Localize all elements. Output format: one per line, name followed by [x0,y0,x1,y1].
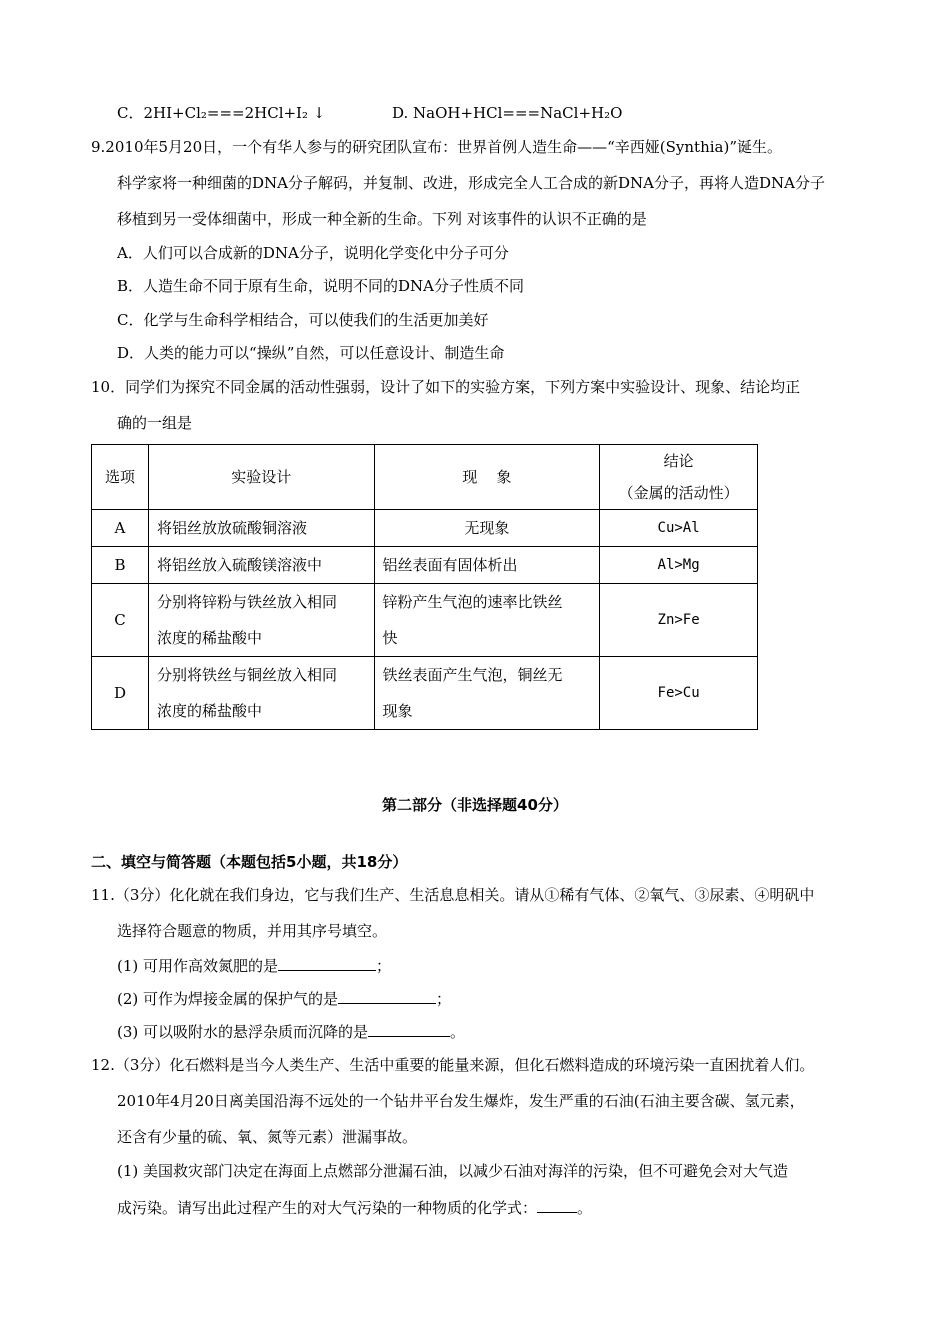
q9-stem-line-1: 9.2010年5月20日，一个有华人参与的研究团队宣布：世界首例人造生命——“辛西娅(Synthia)”诞生。 [91,138,782,156]
row-c-conclusion: Zn>Fe [600,584,758,657]
q11-item-2-text: (2) 可作为焊接金属的保护气的是 [117,990,339,1008]
row-c-option: C [92,584,149,657]
q12-sub1-blank[interactable] [537,1197,577,1213]
q12-sub1-end: 。 [577,1199,593,1217]
header-phenomenon: 现 象 [374,445,600,510]
q12-stem-line-1: 12.（3分）化石燃料是当今人类生产、生活中重要的能量来源，但化石燃料造成的环境污染一直困扰着人们。 [91,1056,815,1074]
q10-stem-line-1: 10．同学们为探究不同金属的活动性强弱，设计了如下的实验方案，下列方案中实验设计、现象、结论均正 [91,378,801,396]
row-b-phenomenon: 铝丝表面有固体析出 [374,547,600,584]
q8-option-c: C．2HI+Cl₂===2HCl+I₂ ↓ [117,104,326,122]
section2-title: 二、填空与简答题（本题包括5小题，共18分） [91,853,408,871]
q9-stem-line-2: 科学家将一种细菌的DNA分子解码，并复制、改进，形成完全人工合成的新DNA分子，再将人造DNA分子 [117,174,825,192]
q11-item-3-end: 。 [450,1023,466,1041]
row-a-conclusion: Cu>Al [600,510,758,547]
row-d-conclusion: Fe>Cu [600,657,758,730]
q9-option-a: A．人们可以合成新的DNA分子，说明化学变化中分子可分 [117,244,509,262]
row-b-design: 将铝丝放入硫酸镁溶液中 [148,547,374,584]
q9-option-b: B．人造生命不同于原有生命，说明不同的DNA分子性质不同 [117,277,525,295]
part2-title: 第二部分（非选择题40分） [382,796,568,814]
row-d-phenomenon-line-1: 铁丝表面产生气泡，铜丝无 [382,666,563,684]
q10-stem-line-2: 确的一组是 [117,414,193,432]
header-option: 选项 [92,445,149,510]
header-conclusion [600,445,758,510]
row-c-design-line-2: 浓度的稀盐酸中 [156,629,262,647]
q11-stem-line-2: 选择符合题意的物质，并用其序号填空。 [117,922,388,940]
table-row [92,547,758,584]
row-d-phenomenon [374,657,600,730]
row-d-design-line-1: 分别将铁丝与铜丝放入相同 [156,666,337,684]
row-a-design: 将铝丝放放硫酸铜溶液 [148,510,374,547]
q11-item-2-end: ； [436,990,452,1008]
row-d-option: D [92,657,149,730]
q9-option-c: C．化学与生命科学相结合，可以使我们的生活更加美好 [117,311,489,329]
table-row [92,584,758,657]
row-c-phenomenon [374,584,600,657]
row-c-design [148,584,374,657]
q11-stem-line-1: 11.（3分）化化就在我们身边，它与我们生产、生活息息相关。请从①稀有气体、②氧气、③尿素、④明矾中 [91,886,815,904]
row-d-design [148,657,374,730]
q11-item-3 [117,1021,465,1042]
q11-item-1-end: ； [376,957,392,975]
q9-stem-line-3: 移植到另一受体细菌中，形成一种全新的生命。下列 对该事件的认识不正确的是 [117,210,647,228]
row-c-design-line-1: 分别将锌粉与铁丝放入相同 [156,593,337,611]
q11-item-1-text: (1) 可用作高效氮肥的是 [117,957,279,975]
table-row [92,510,758,547]
q12-sub1-line-2-text: 成污染。请写出此过程产生的对大气污染的一种物质的化学式： [117,1199,538,1217]
row-d-phenomenon-line-2: 现象 [382,702,413,720]
experiment-table [91,444,758,730]
q12-stem-line-3: 还含有少量的硫、氧、氮等元素）泄漏事故。 [117,1128,418,1146]
q12-sub1-line-2 [117,1197,592,1218]
q12-sub1-line-1: (1) 美国救灾部门决定在海面上点燃部分泄漏石油，以减少石油对海洋的污染，但不可避免会对大气造 [117,1162,789,1180]
row-a-option: A [92,510,149,547]
header-design: 实验设计 [148,445,374,510]
row-d-design-line-2: 浓度的稀盐酸中 [156,702,262,720]
row-a-phenomenon: 无现象 [374,510,600,547]
q11-item-2 [117,988,451,1009]
table-header-row [92,445,758,510]
row-b-option: B [92,547,149,584]
q9-option-d: D．人类的能力可以“操纵”自然，可以任意设计、制造生命 [117,344,505,362]
header-conclusion-line-2: （金属的活动性） [618,484,739,502]
q11-item-1-blank[interactable] [278,955,376,971]
q11-item-3-blank[interactable] [368,1021,450,1037]
q11-item-3-text: (3) 可以吸附水的悬浮杂质而沉降的是 [117,1023,369,1041]
q11-item-2-blank[interactable] [338,988,436,1004]
row-c-phenomenon-line-1: 锌粉产生气泡的速率比铁丝 [382,593,563,611]
q12-stem-line-2: 2010年4月20日离美国沿海不远处的一个钻井平台发生爆炸，发生严重的石油(石油主要含碳、氢元素， [117,1092,805,1110]
row-b-conclusion: Al>Mg [600,547,758,584]
q11-item-1 [117,955,391,976]
q8-option-d: D. NaOH+HCl===NaCl+H₂O [392,104,623,122]
table-row [92,657,758,730]
row-c-phenomenon-line-2: 快 [382,629,398,647]
header-conclusion-line-1: 结论 [663,452,694,470]
